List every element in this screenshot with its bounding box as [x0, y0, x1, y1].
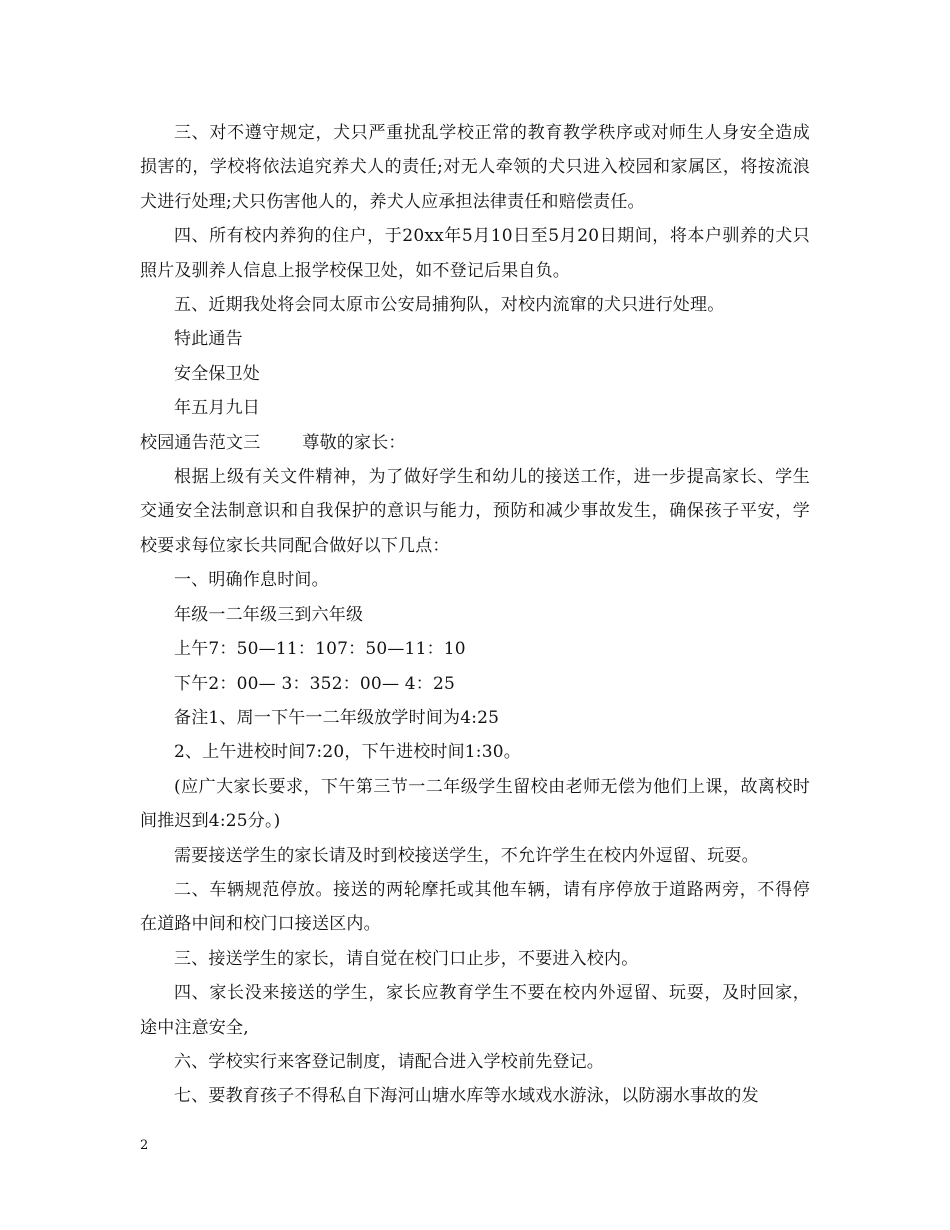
document-body: [140, 116, 810, 1114]
item-schedule: 一、明确作息时间。: [174, 570, 329, 591]
schedule-morning-row: 上午7：50—11：107：50—11：10: [174, 639, 466, 660]
paragraph-rule-5: 五、近期我处将会同太原市公安局捕狗队，对校内流窜的犬只进行处理。: [174, 295, 725, 316]
paragraph-rule-4: 四、所有校内养狗的住户，于20xx年5月10日至5月20日期间，将本户驯养的犬只照片及驯养人信息上报学校保卫处，如不登记后果自负。: [140, 226, 810, 281]
schedule-note-2: 2、上午进校时间7:20，下午进校时间1:30。: [174, 742, 521, 763]
salutation: 尊敬的家长：: [302, 432, 406, 453]
item-unattended: 四、家长没来接送的学生，家长应教育学生不要在校内外逗留、玩耍，及时回家，途中注意安全,: [140, 983, 810, 1038]
notice-closing: 特此通告: [174, 329, 243, 350]
intro-paragraph: 根据上级有关文件精神，为了做好学生和幼儿的接送工作，进一步提高家长、学生交通安全法制意识和自我保护的意识与能力，预防和减少事故发生，确保孩子平安，学校要求每位家长共同配合做好以下几点：: [140, 467, 810, 556]
item-parking: 二、车辆规范停放。接送的两轮摩托或其他车辆，请有序停放于道路两旁，不得停在道路中间和校门口接送区内。: [140, 879, 810, 935]
section-heading-line: [140, 426, 810, 460]
notice-signature: 安全保卫处: [174, 363, 260, 384]
item-water-safety: 七、要教育孩子不得私自下海河山塘水库等水域戏水游泳，以防溺水事故的发: [174, 1086, 759, 1107]
item-gate: 三、接送学生的家长，请自觉在校门口止步，不要进入校内。: [174, 948, 639, 969]
paragraph-rule-3: 三、对不遵守规定，犬只严重扰乱学校正常的教育教学秩序或对师生人身安全造成损害的，学校将依法追究养犬人的责任;对无人牵领的犬只进入校园和家属区，将按流浪犬进行处理;犬只伤害他人的，养犬人应承担法律责任和赔偿责任。: [140, 123, 810, 212]
schedule-grade-row: 年级一二年级三到六年级: [174, 604, 364, 625]
notice-date: 年五月九日: [174, 398, 260, 419]
page-number: 2: [140, 1138, 149, 1153]
pickup-paragraph: 需要接送学生的家长请及时到校接送学生，不允许学生在校内外逗留、玩耍。: [174, 845, 759, 866]
item-visitor-registration: 六、学校实行来客登记制度，请配合进入学校前先登记。: [174, 1051, 604, 1072]
schedule-note-paren: (应广大家长要求，下午第三节一二年级学生留校由老师无偿为他们上课，故离校时间推迟到4:25分。): [140, 776, 810, 832]
section-title: 校园通告范文三: [140, 432, 261, 453]
schedule-note-1: 备注1、周一下午一二年级放学时间为4:25: [174, 707, 500, 728]
schedule-afternoon-row: 下午2：00— 3：352：00— 4：25: [174, 673, 455, 694]
